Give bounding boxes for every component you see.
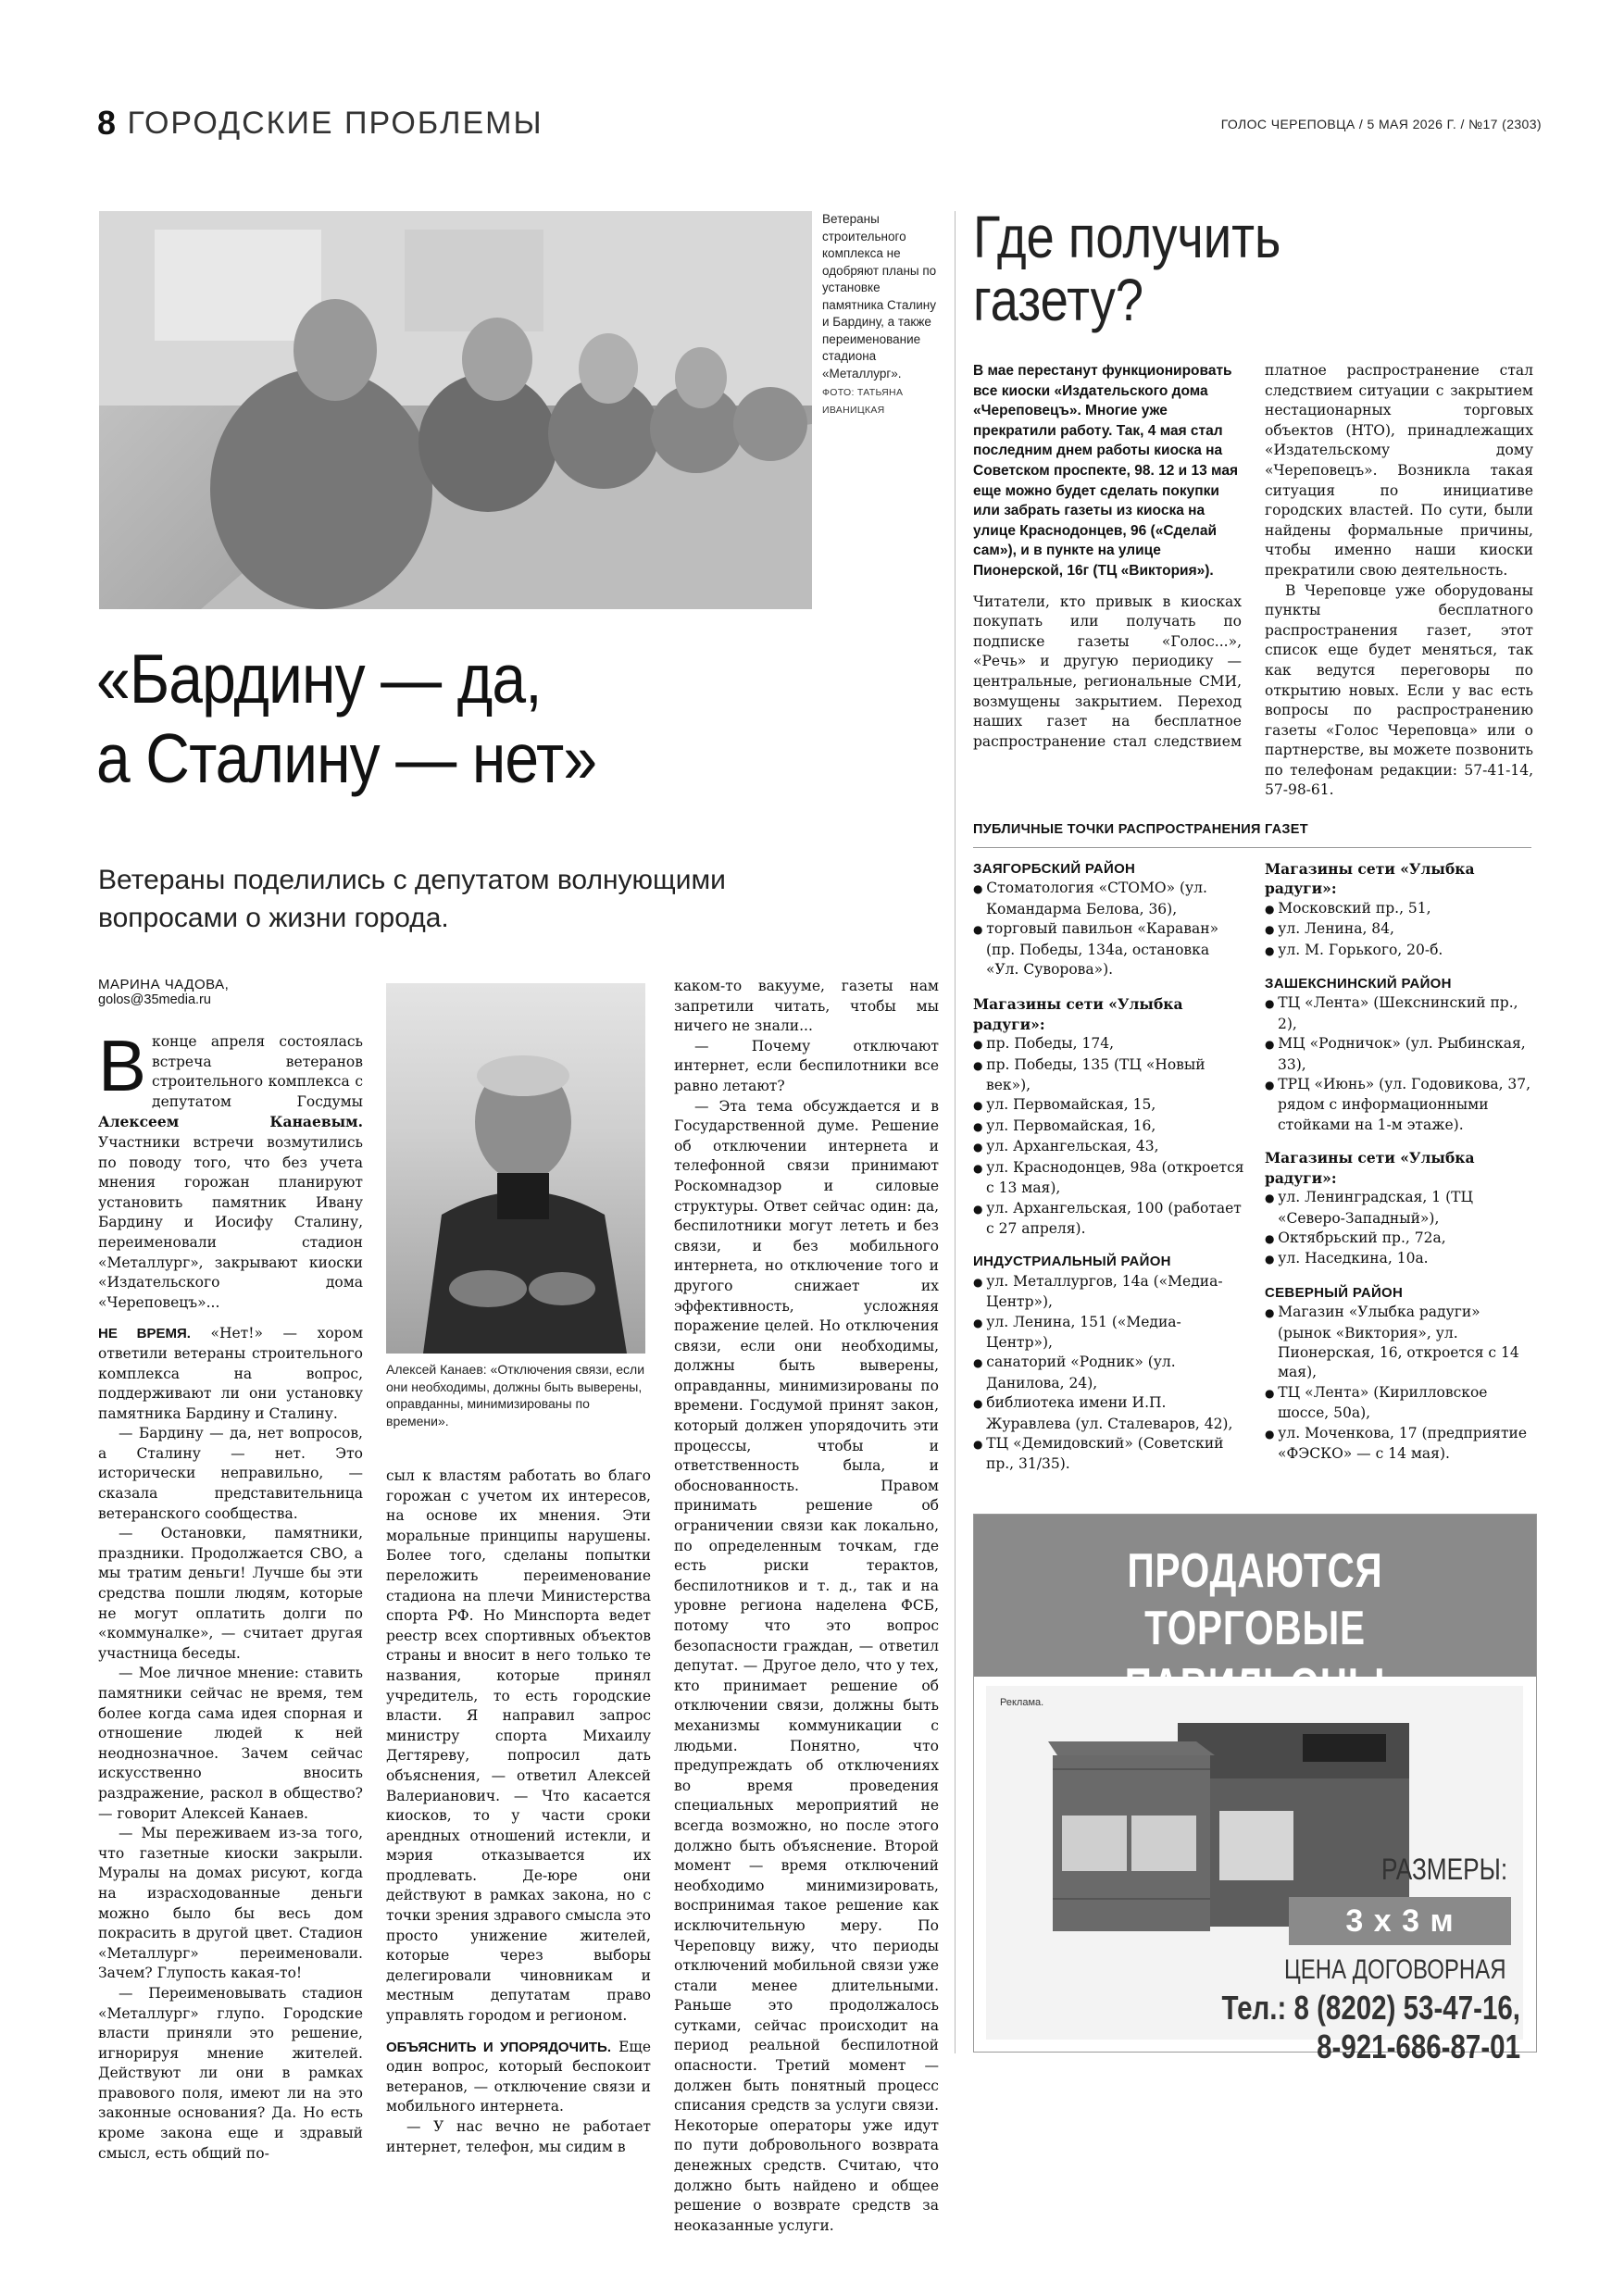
paragraph: Еще один вопрос, который беспокоит ветеранов, — отключение связи и мобильного интернета. bbox=[386, 2038, 651, 2115]
list-item: ● ТРЦ «Июнь» (ул. Годовикова, 37, рядом с информационными стойками на 1-м этаже). bbox=[1265, 1075, 1535, 1135]
points-title-rule bbox=[973, 847, 1531, 848]
article-subhead: Ветераны поделились с депутатом волнующими вопросами о жизни города. bbox=[98, 865, 726, 933]
district-zayagorsky: ЗАЯГОРБСКИЙ РАЙОН bbox=[973, 861, 1136, 877]
district-industrial: ИНДУСТРИАЛЬНЫЙ РАЙОН bbox=[973, 1254, 1171, 1270]
author-email: golos@35media.ru bbox=[98, 992, 211, 1007]
paragraph: — Переименовывать стадион «Металлург» глупо. Городские власти приняли это решение, игнорируя мнение жителей. Действуют ли они в рамках правового поля, имеют ли на это законные основания? Да. Но есть кроме закона еще и здравый смысл, есть общий по- bbox=[98, 1984, 363, 2162]
list-item: ● ул. Первомайская, 15, bbox=[973, 1095, 1246, 1116]
shops-title: Магазины сети «Улыбка радуги»: bbox=[1265, 860, 1475, 898]
list-item: ● пр. Победы, 174, bbox=[973, 1034, 1246, 1054]
ad-label: Реклама. bbox=[1000, 1697, 1044, 1708]
district-northern: СЕВЕРНЫЙ РАЙОН bbox=[1265, 1284, 1404, 1301]
ad-phones bbox=[974, 1989, 1520, 2066]
headline-line-1: «Бардину — да, bbox=[96, 640, 542, 718]
paragraph: каком-то вакууме, газеты нам запретили читать, чтобы мы ничего не знали... bbox=[674, 978, 939, 1035]
paragraph: — Мое личное мнение: ставить памятники сейчас не время, тем более когда сама идея спорная и отношение людей к ней неоднозначное. Зачем сейчас искусственно вносить раздражение, раскол в общество? — говорит Алексей Канаев. bbox=[98, 1665, 363, 1822]
paragraph: «Нет!» — хором ответили ветераны строительного комплекса на вопрос, поддерживают ли они установку памятника Бардину и Сталину. bbox=[98, 1325, 363, 1422]
paragraph: — Почему отключают интернет, если беспилотники все равно летают? bbox=[674, 1037, 939, 1094]
list-item: ● торговый павильон «Караван» (пр. Победы, 134а, остановка «Ул. Суворова»). bbox=[973, 919, 1246, 980]
sidebar-title-line-2: газету? bbox=[973, 267, 1144, 333]
list-item: ● Московский пр., 51, bbox=[1265, 899, 1535, 919]
lead-text-2: Участники встречи возмутились по поводу того, что без учета мнения горожан планируют установить памятник Ивану Бардину и Иосифу Сталину, переименовали стадион «Металлург», закрывают киоски «Издательского дома «Череповецъ»... bbox=[98, 1133, 363, 1311]
issue-info: ГОЛОС ЧЕРЕПОВЦА / 5 МАЯ 2026 Г. / №17 (2303) bbox=[1220, 117, 1542, 131]
portrait-photo bbox=[386, 983, 645, 1354]
points-column-1 bbox=[973, 859, 1246, 1475]
zasheksninsky-shops-list bbox=[1265, 1188, 1535, 1270]
list-item: ● ТЦ «Демидовский» (Советский пр., 31/35). bbox=[973, 1434, 1246, 1475]
paragraph: — Бардину — да, нет вопросов, а Сталину — нет. Это исторически неправильно, — сказала представительница ветеранского сообщества. bbox=[98, 1425, 363, 1522]
paragraph: — Остановки, памятники, праздники. Продолжается СВО, а мы тратим деньги! Лучше бы эти средства пошли людям, которые не могут оплатить долги по «коммуналке», — считает другая участница беседы. bbox=[98, 1525, 363, 1662]
list-item: ● ул. Ленина, 151 («Медиа-Центр»), bbox=[973, 1313, 1246, 1354]
article-headline bbox=[96, 639, 846, 798]
list-item: ● ул. Краснодонцев, 98а (откроется с 13 мая), bbox=[973, 1158, 1246, 1199]
shops2-list bbox=[1265, 899, 1535, 961]
main-photo-caption bbox=[822, 211, 939, 418]
paragraph: — Эта тема обсуждается и в Государственной думе. Решение об отключении интернета и телефонной связи принимают Роскомнадзор и силовые структуры. Ответ сейчас один: да, беспилотники могут лететь и без связи, и без мобильного интернета, но отключение того и другого снижает их эффективность, усложняя поражение целей. Но отключения связи, если они необходимы, должны быть выверены, оправданны, минимизированы по времени. Госдумой принят закон, который должен упорядочить эти процессы, чтобы и ответственность была, и обоснованность. Правом принимать решение об ограничении связи как локально, по определенным точкам, где есть риски терактов, беспилотников и т. д., так и на уровне региона наделена ФСБ, потому что это вопрос безопасности граждан, — ответил депутат. — Другое дело, что у тех, кто принимает решение об отключении связи, должны быть механизмы коммуникации с людьми. Понятно, что предупреждать об отключениях во время проведения специальных мероприятий не всегда возможно, но после этого должно быть объяснение. Второй момент — время отключений необходимо минимизировать, воспринимая такое решение как исключительную меру. По Череповцу вижу, что периоды отключений мобильной связи уже стали менее длительными. Раньше это продолжалось сутками, сейчас происходит на период реальной беспилотной опасности. Третий момент — должен быть понятный процесс списания средств за услуги связи. Некоторые операторы уже идут по пути добровольного возврата денежных средств. Считаю, что должно быть найдено и общее решение о возврате средств за неоказанные услуги. bbox=[674, 1097, 939, 2234]
page-header bbox=[97, 104, 1542, 146]
paragraph: сыл к властям работать во благо горожан с учетом их интересов, на основе их мнения. Эти моральные принципы нарушены. Более того, сделаны попытки переложить переименование стадиона на плечи Министерства спорта РФ. Но Минспорта ведет реестр всех спортивных объектов страны и вносит в него только те названия, которые принял учредитель, то есть городские власти. Я направил запрос министру спорта Михаилу Дегтяреву, попросил дать объяснения, — ответил Алексей Валерианович. — Что касается киосков, то у части сроки арендных отношений истекли, и мэрия отказывается их продлевать. Де-юре они действуют в рамках закона, но с точки зрения здравого смысла это просто унижение жителей, которые через выборы делегировали чиновникам и местным депутатам право управлять городом и регионом. bbox=[386, 1467, 651, 2025]
list-item: ● Октябрьский пр., 72а, bbox=[1265, 1229, 1535, 1249]
article-byline bbox=[98, 977, 376, 1007]
ad-title-line-1: ПРОДАЮТСЯ ТОРГОВЫЕ bbox=[1127, 1544, 1383, 1655]
author-name: МАРИНА ЧАДОВА, bbox=[98, 977, 230, 992]
list-item: ● ул. Архангельская, 100 (работает с 27 апреля). bbox=[973, 1199, 1246, 1240]
zayagorsky-list bbox=[973, 879, 1246, 980]
points-title: ПУБЛИЧНЫЕ ТОЧКИ РАСПРОСТРАНЕНИЯ ГАЗЕТ bbox=[973, 822, 1308, 837]
points-column-2 bbox=[1265, 859, 1535, 1464]
veterans-photo-illustration bbox=[99, 211, 812, 609]
list-item: ● Стоматология «СТОМО» (ул. Командарма Белова, 36), bbox=[973, 879, 1246, 919]
paragraph: — Мы переживаем из-за того, что газетные киоски закрыли. Муралы на домах рисуют, когда на израсходованные деньги можно было бы весь дом покрасить в другой цвет. Стадион «Металлург» переименовали. Зачем? Глупость какая-то! bbox=[98, 1825, 363, 1982]
section-title: ГОРОДСКИЕ ПРОБЛЕМЫ bbox=[127, 105, 543, 141]
list-item: ● ул. Наседкина, 10а. bbox=[1265, 1249, 1535, 1269]
ad-size-badge: 3 х 3 м bbox=[1289, 1897, 1511, 1945]
article-column-1 bbox=[98, 1025, 363, 2164]
list-item: ● ул. Ленинградская, 1 (ТЦ «Северо-Западный»), bbox=[1265, 1188, 1535, 1229]
sidebar-lead: В мае перестанут функционировать все киоски «Издательского дома «Череповецъ». Многие уже прекратили работу. Так, 4 мая стал последним днем работы киоска на Советском проспекте, 98. 12 и 13 мая еще можно будет сделать покупки или забрать газеты из киоска на улице Краснодонцев, 96 («Сделай сам»), и в пункте на улице Пионерской, 16г (ТЦ «Виктория»). bbox=[973, 363, 1238, 579]
lead-text: конце апреля состоялась встреча ветеранов строительного комплекса с депутатом Госдумы bbox=[152, 1033, 363, 1110]
drop-cap: В bbox=[98, 1025, 147, 1106]
ad-sizes-label: РАЗМЕРЫ: bbox=[1381, 1853, 1508, 1886]
northern-list bbox=[1265, 1303, 1535, 1464]
article-column-3 bbox=[674, 977, 939, 2236]
advertisement bbox=[973, 1514, 1537, 2065]
zasheksninsky-list bbox=[1265, 993, 1535, 1135]
list-item: ● ул. Архангельская, 43, bbox=[973, 1137, 1246, 1157]
lead-bold: Алексеем Канаевым. bbox=[98, 1113, 363, 1131]
industrial-list bbox=[973, 1272, 1246, 1475]
headline-line-2: а Сталину — нет» bbox=[96, 719, 597, 797]
sidebar-paragraph-1: Читатели, кто привык в киосках покупать или получать по подписке газеты «Голос...», «Речь» и другую периодику — центральные, региональные СМИ, возмущены закрытием. Переход наших газет на бесплатное распространение стал следствием bbox=[973, 593, 1242, 750]
page-number: 8 bbox=[97, 104, 117, 142]
list-item: ● ул. Ленина, 84, bbox=[1265, 919, 1535, 940]
portrait-caption: Алексей Канаев: «Отключения связи, если они необходимы, должны быть выверены, оправданны, минимизированы по времени». bbox=[386, 1362, 645, 1429]
list-item: ● ул. Моченкова, 17 (предприятие «ФЭСКО» — с 14 мая). bbox=[1265, 1424, 1535, 1465]
list-item: ● ул. Первомайская, 16, bbox=[973, 1117, 1246, 1137]
sidebar-title bbox=[973, 206, 1445, 331]
sidebar-divider bbox=[955, 211, 956, 2053]
ad-price: ЦЕНА ДОГОВОРНАЯ bbox=[1284, 1954, 1506, 1985]
shops-title: Магазины сети «Улыбка радуги»: bbox=[1265, 1149, 1475, 1187]
list-item: ● пр. Победы, 135 (ТЦ «Новый век»), bbox=[973, 1055, 1246, 1096]
shops-title: Магазины сети «Улыбка радуги»: bbox=[973, 995, 1183, 1033]
article-column-2 bbox=[386, 1466, 651, 2157]
list-item: ● ТЦ «Лента» (Шекснинский пр., 2), bbox=[1265, 993, 1535, 1034]
paragraph: — У нас вечно не работает интернет, телефон, мы сидим в bbox=[386, 2118, 651, 2155]
list-item: ● библиотека имени И.П. Журавлева (ул. Сталеваров, 42), bbox=[973, 1393, 1246, 1434]
district-zasheksninsky: ЗАШЕКСНИНСКИЙ РАЙОН bbox=[1265, 976, 1452, 992]
list-item: ● ТЦ «Лента» (Кирилловское шоссе, 50а), bbox=[1265, 1383, 1535, 1424]
subsection-explain: ОБЪЯСНИТЬ И УПОРЯДОЧИТЬ. bbox=[386, 2039, 611, 2055]
sidebar-paragraph-1-cont: платное распространение стал следствием ситуации с закрытием нестационарных торговых объектов (НТО), принадлежащих «Издательскому дому «Череповецъ». Возникла такая ситуация по инициативе городских властей. По сути, были найдены формальные причины, чтобы именно наши киоски прекратили свою деятельность. bbox=[1265, 362, 1533, 579]
list-item: ● МЦ «Родничок» (ул. Рыбинская, 33), bbox=[1265, 1034, 1535, 1075]
photo-caption-text: Ветераны строительного комплекса не одобряют планы по установке памятника Сталину и Бардину, а также переименование стадиона «Металлург». bbox=[822, 212, 937, 381]
subsection-not-time: НЕ ВРЕМЯ. bbox=[98, 1326, 191, 1342]
ad-phone-2: 8-921-686-87-01 bbox=[1317, 2028, 1520, 2065]
sidebar-column-1 bbox=[973, 361, 1242, 754]
sidebar-column-2 bbox=[1265, 361, 1533, 801]
zayagorsky-shops-list bbox=[973, 1034, 1246, 1239]
sidebar-title-line-1: Где получить bbox=[973, 204, 1281, 270]
list-item: ● Магазин «Улыбка радуги» (рынок «Виктория», ул. Пионерская, 16, откроется с 14 мая), bbox=[1265, 1303, 1535, 1383]
photo-credit: ФОТО: ТАТЬЯНА ИВАНИЦКАЯ bbox=[822, 387, 904, 416]
list-item: ● ул. М. Горького, 20-б. bbox=[1265, 941, 1535, 961]
deputy-portrait-illustration bbox=[386, 983, 645, 1354]
main-photo bbox=[99, 211, 812, 609]
sidebar-paragraph-2: В Череповце уже оборудованы пункты бесплатного распространения газет, этот список еще будет меняться, так как ведутся переговоры по открытию новых. Если у вас есть вопросы по распространению газеты «Голос Череповца» или о партнерстве, вы можете позвонить по телефонам редакции: 57-41-14, 57-98-61. bbox=[1265, 581, 1533, 799]
list-item: ● санаторий «Родник» (ул. Данилова, 24), bbox=[973, 1353, 1246, 1393]
list-item: ● ул. Металлургов, 14а («Медиа-Центр»), bbox=[973, 1272, 1246, 1313]
ad-phone-1: Тел.: 8 (8202) 53-47-16, bbox=[1221, 1989, 1520, 2027]
